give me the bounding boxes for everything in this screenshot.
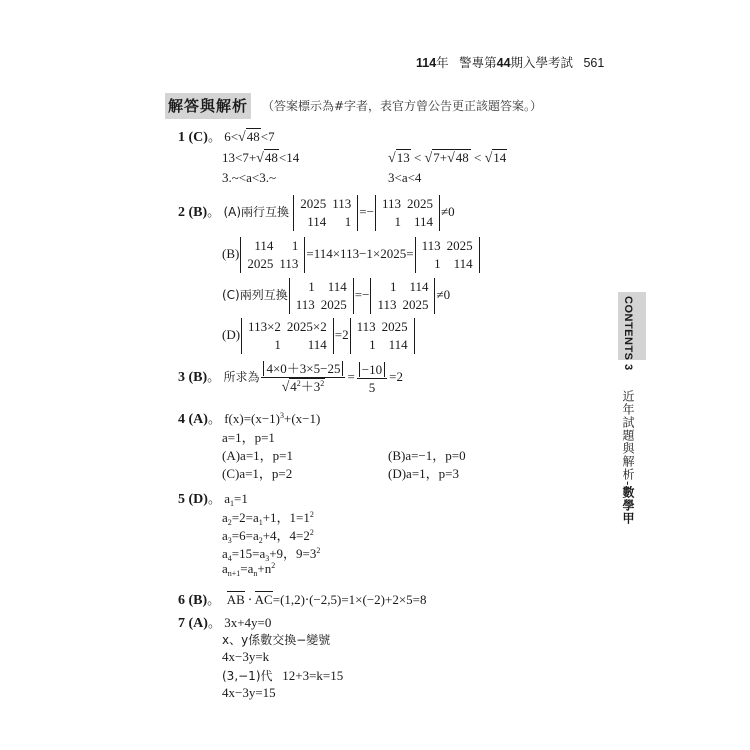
- q1-l2rad: 48: [264, 150, 278, 165]
- q2-sep: 。: [207, 203, 221, 219]
- q5-line1: 5 (D)。 $a_1=1$: [178, 491, 248, 508]
- q4-l1a: f(x)=(x−1): [224, 411, 281, 426]
- header-year-unit: 年: [436, 56, 449, 70]
- header-year: 114: [416, 56, 437, 70]
- header-exam-pre: 警專第: [459, 56, 497, 70]
- q3-den2: 5: [368, 379, 376, 395]
- q2-a-label: (A)兩行互換: [223, 204, 290, 219]
- q1-b: <7: [260, 129, 275, 144]
- q7-l1: 3x+4y=0: [224, 615, 272, 630]
- q1-sep: 。: [207, 129, 221, 144]
- q7-number: 7 (A): [178, 616, 208, 631]
- q1-line2-right: √13 < √7+√48 < √14: [388, 150, 507, 166]
- q4-option-d: (D)a=1，p=3: [388, 466, 459, 481]
- q3-den-exp: 2: [320, 379, 325, 388]
- q7-l4a: (3,−1)代: [222, 669, 273, 683]
- side-chapter-label: [620, 296, 637, 525]
- q2-c-neq0: ≠0: [436, 286, 451, 302]
- q3-num2: −10: [359, 362, 385, 377]
- q1-r2mid: <: [410, 150, 425, 165]
- q4-option-b: (B)a=−1，p=0: [388, 448, 466, 463]
- q2-option-b: [222, 237, 481, 273]
- header-exam-post: 期入學考試: [510, 56, 574, 70]
- q1-r2end: <: [470, 150, 485, 165]
- q3-eq: =: [347, 368, 355, 384]
- q5-sep: 。: [207, 491, 221, 506]
- page-number: 561: [583, 56, 605, 70]
- q2-a-eq: =−: [359, 203, 374, 219]
- q4-line1: [178, 408, 320, 428]
- q1-line1: 1 (C)。 6<√48<7: [178, 129, 275, 145]
- header-exam-no: 44: [496, 56, 511, 70]
- q7-line3: 4x−3y=k: [222, 649, 270, 664]
- q2-b-mid: =114×113−1×2025=: [306, 245, 414, 261]
- q2-c-eq: =−: [354, 286, 370, 302]
- q5-line4: $a_4=15=a_3+9$，$9=3^2$: [222, 546, 321, 563]
- q2-a-det2: 113 2025 1 114: [375, 195, 440, 231]
- q4-line2: a=1，p=1: [222, 430, 275, 445]
- q1-r2rad1: 13: [396, 150, 410, 165]
- q2-a-neq0: ≠0: [441, 203, 455, 219]
- q2-c-det2: 1 114 113 2025: [370, 278, 435, 314]
- q2-option-c: [222, 278, 450, 314]
- q2-b-label: (B): [222, 245, 240, 261]
- q2-number: 2 (B): [178, 204, 208, 220]
- q7-l4b: 12+3=k=15: [282, 668, 344, 683]
- q1-l2a: 13<7+: [222, 150, 257, 165]
- side-subject: 數學甲: [621, 485, 635, 525]
- q4-number: 4 (A): [178, 412, 208, 427]
- q4-option-a: (A)a=1，p=1: [222, 448, 293, 463]
- q2-c-det1: 1 114 113 2025: [289, 278, 354, 314]
- section-note: （答案標示為#字者，表官方曾公告更正該題答案。）: [262, 99, 543, 113]
- q2-option-d: [222, 318, 416, 354]
- q4-sep: 。: [207, 411, 221, 426]
- q5-line3: $a_3=6=a_2+4$，$4=2^2$: [222, 528, 314, 545]
- q5-line5: $a_{n+1}=a_n+n^2$: [222, 561, 276, 578]
- q6-vector-ac: AC: [254, 592, 273, 607]
- q6-rest: =(1,2)‧(−2,5)=1×(−2)+2×5=8: [272, 592, 427, 607]
- q1-line2-left: 13<7+√48<14: [222, 150, 300, 166]
- q7-line5: 4x−3y=15: [222, 685, 276, 700]
- q3-pre: 所求為: [223, 369, 260, 384]
- q7-line1: [178, 612, 271, 632]
- q1-r2rad2b: 48: [455, 150, 469, 165]
- q2-a-det1: 2025 113 114 1: [293, 195, 358, 231]
- q4-l1exp: 3: [280, 411, 285, 420]
- q3-line: [178, 360, 403, 396]
- q3-fraction: $\frac{4\times 0+3\times 5-25}{√4^2+3^2}$: [261, 360, 345, 396]
- q2-d-det2: 113 2025 1 114: [350, 318, 415, 354]
- q7-line2: x、y係數交換−變號: [222, 633, 331, 647]
- q6-number: 6 (B): [178, 593, 208, 608]
- q6-line: 6 (B)。 AB ‧ AC=(1,2)‧(−2,5)=1×(−2)+2×5=8: [178, 592, 427, 608]
- q2-d-label: (D): [222, 326, 241, 342]
- q2-b-det1: 114 1 2025 113: [240, 237, 305, 273]
- q1-line3-right: 3<a<4: [388, 170, 422, 185]
- q6-vector-ab: AB: [226, 592, 245, 607]
- q3-fraction2: [357, 361, 387, 396]
- q7-sep: 。: [207, 615, 221, 630]
- q2-option-a: [178, 195, 455, 231]
- q5-number: 5 (D): [178, 492, 208, 507]
- q3-sep: 。: [207, 368, 221, 384]
- q7-line4: [222, 667, 343, 684]
- q3-den-mid: ＋3: [300, 379, 321, 394]
- q4-option-c: (C)a=1，p=2: [222, 466, 293, 481]
- q2-c-label: (C)兩列互換: [222, 287, 288, 302]
- q1-rad: 48: [246, 129, 260, 144]
- side-contents: CONTENTS 3: [622, 296, 634, 371]
- q3-result: =2: [389, 368, 403, 384]
- q3-numerator: 4×0＋3×5−25: [263, 361, 343, 376]
- q1-number: 1 (C): [178, 130, 208, 145]
- q2-d-det1: 113×2 2025×2 1 114: [241, 318, 334, 354]
- q5-line2: $a_2=2=a_1+1$，$1=1^2$: [222, 510, 314, 527]
- q1-l2b: <14: [278, 150, 300, 165]
- q2-b-det2: 113 2025 1 114: [415, 237, 480, 273]
- q2-d-mid: =2: [334, 326, 349, 342]
- page-header: [416, 53, 604, 71]
- q6-sep: 。: [207, 592, 221, 607]
- q3-den-pre: 4: [290, 379, 297, 394]
- q3-number: 3 (B): [178, 369, 208, 385]
- side-chapter: 近年試題與解析-: [621, 389, 635, 486]
- q1-a: 6<: [224, 129, 239, 144]
- q4-l1b: +(x−1): [284, 411, 321, 426]
- q1-r2rad2: 7+: [433, 150, 448, 165]
- q1-line3-left: 3.~<a<3.~: [222, 170, 276, 185]
- q1-r2rad3: 14: [493, 150, 507, 165]
- section-title: 解答與解析: [165, 93, 251, 119]
